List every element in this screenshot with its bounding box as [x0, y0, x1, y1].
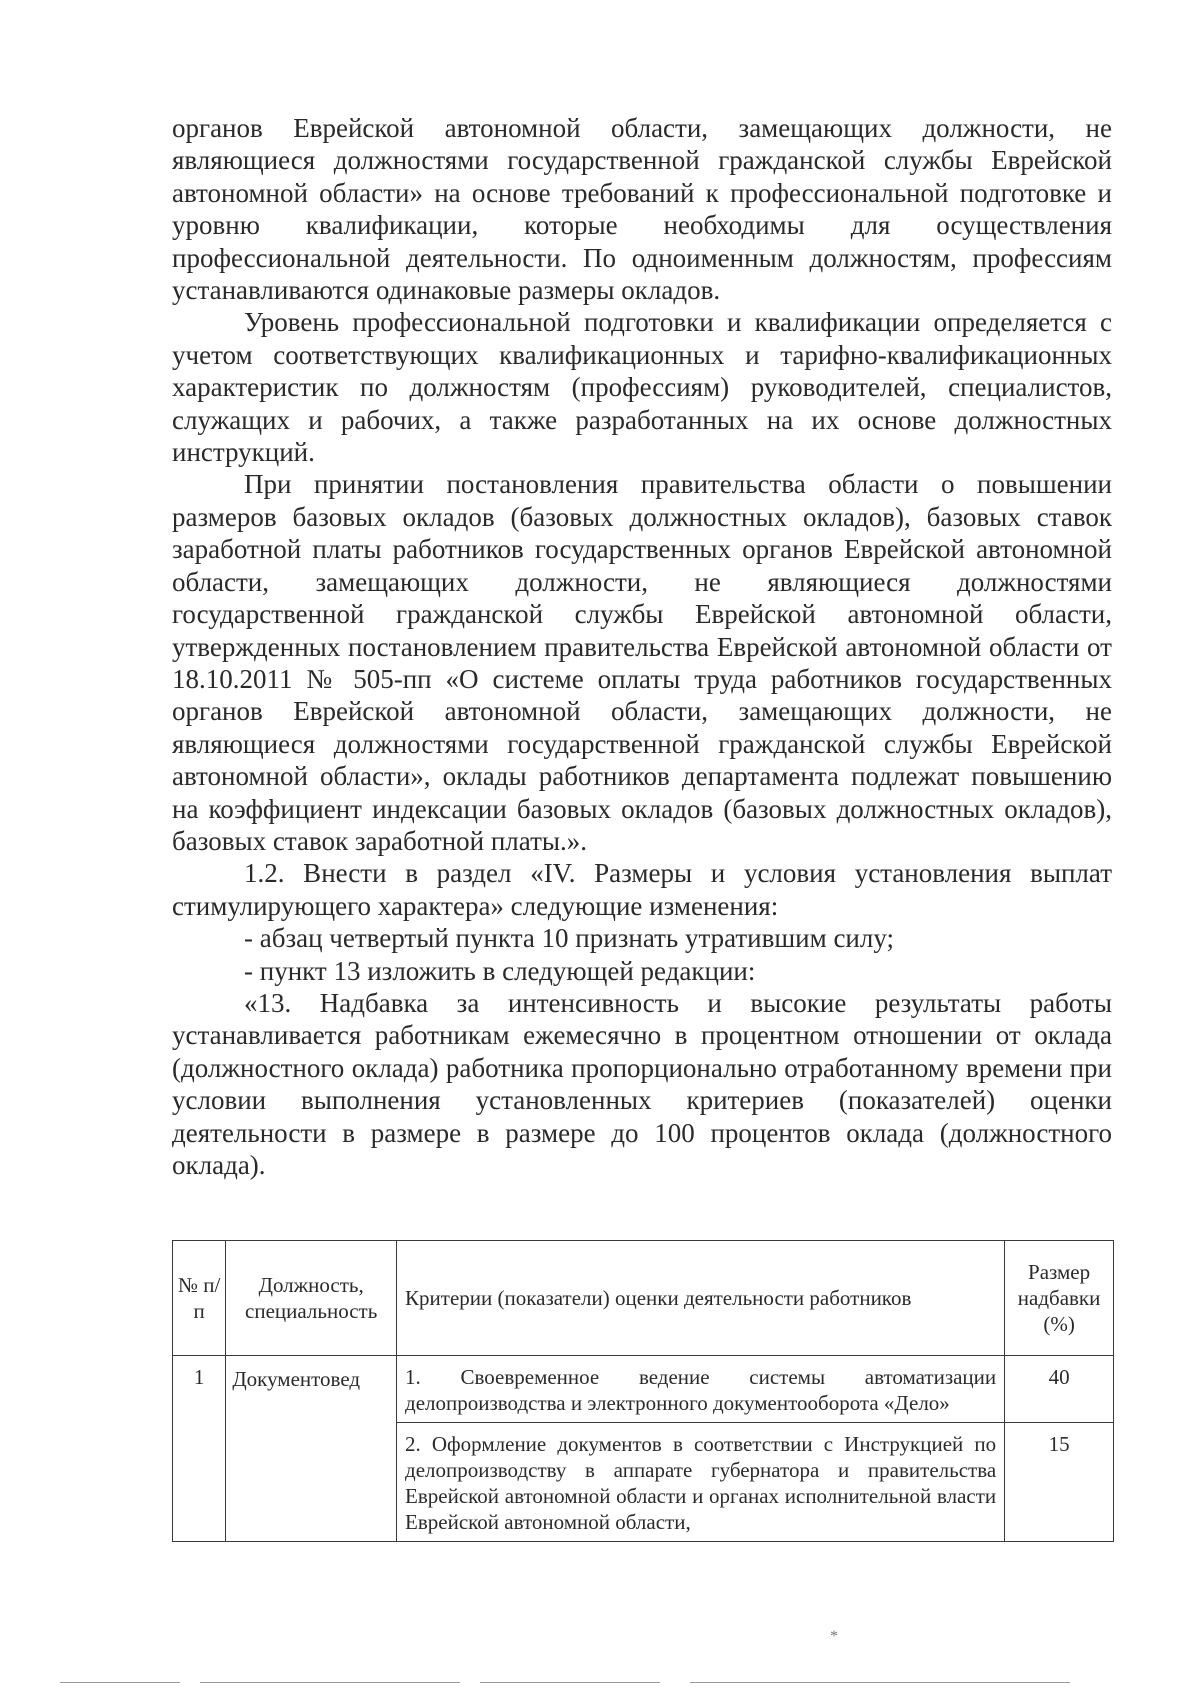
header-position: Должность, специальность: [226, 1241, 397, 1356]
header-num: № п/п: [173, 1241, 226, 1356]
page-mark: *: [830, 1628, 838, 1645]
paragraph-5: - абзац четвертый пункта 10 признать утратившим силу;: [244, 923, 895, 954]
criteria-table-wrapper: [172, 1240, 1114, 1542]
scan-artifact-line: [690, 1682, 1070, 1683]
header-size: Размер надбавки (%): [1005, 1241, 1114, 1356]
scan-artifact-line: [200, 1682, 460, 1683]
document-body: [172, 112, 1112, 1181]
header-criteria: Критерии (показатели) оценки деятельности работников: [397, 1241, 1005, 1356]
table-header-row: [173, 1241, 1114, 1356]
paragraph-1: органов Еврейской автономной области, замещающих должности, не являющиеся должностями государственной гражданской службы Еврейской автономной области» на основе требований к профессиональной подготовке и уровню квалификации, которые необходимы для осуществления профессиональной деятельности. По одноименным должностям, профессиям устанавливаются одинаковые размеры окладов.: [172, 113, 1112, 306]
scan-artifact-line: [60, 1682, 180, 1683]
row-num: 1: [173, 1356, 226, 1542]
paragraph-3: При принятии постановления правительства области о повышении размеров базовых окладов (базовых должностных окладов), базовых ставок заработной платы работников государственных органов Еврейской автономной области, замещающих должности, не являющиеся должностями государственной гражданской службы Еврейской автономной области, утвержденных постановлением правительства Еврейской автономной области от 18.10.2011 № 505-пп «О системе оплаты труда работников государственных органов Еврейской автономной области, замещающих должности, не являющиеся должностями государственной гражданской службы Еврейской автономной области», оклады работников департамента подлежат повышению на коэффициент индексации базовых окладов (базовых должностных окладов), базовых ставок заработной платы.».: [172, 469, 1112, 856]
scan-artifact-line: [480, 1682, 660, 1683]
criterion-text: 1. Своевременное ведение системы автоматизации делопроизводства и электронного документооборота «Дело»: [397, 1356, 1005, 1423]
criteria-table: [172, 1240, 1114, 1542]
criterion-value: 15: [1005, 1423, 1114, 1542]
paragraph-4: 1.2. Внести в раздел «IV. Размеры и условия установления выплат стимулирующего характера» следующие изменения:: [172, 858, 1112, 921]
paragraph-7: «13. Надбавка за интенсивность и высокие результаты работы устанавливается работникам ежемесячно в процентном отношении от оклада (должностного оклада) работника пропорционально отработанному времени при условии выполнения установленных критериев (показателей) оценки деятельности в размере в размере до 100 процентов оклада (должностного оклада).: [172, 987, 1112, 1180]
table-row: [173, 1356, 1114, 1423]
row-position: Документовед: [226, 1356, 397, 1542]
criterion-value: 40: [1005, 1356, 1114, 1423]
criterion-text: 2. Оформление документов в соответствии с Инструкцией по делопроизводству в аппарате губернатора и правительства Еврейской автономной области и органах исполнительной власти Еврейской автономной области,: [397, 1423, 1005, 1542]
paragraph-2: Уровень профессиональной подготовки и квалификации определяется с учетом соответствующих квалификационных и тарифно-квалификационных характеристик по должностям (профессиям) руководителей, специалистов, служащих и рабочих, а также разработанных на их основе должностных инструкций.: [172, 307, 1112, 468]
paragraph-6: - пункт 13 изложить в следующей редакции:: [244, 955, 756, 986]
